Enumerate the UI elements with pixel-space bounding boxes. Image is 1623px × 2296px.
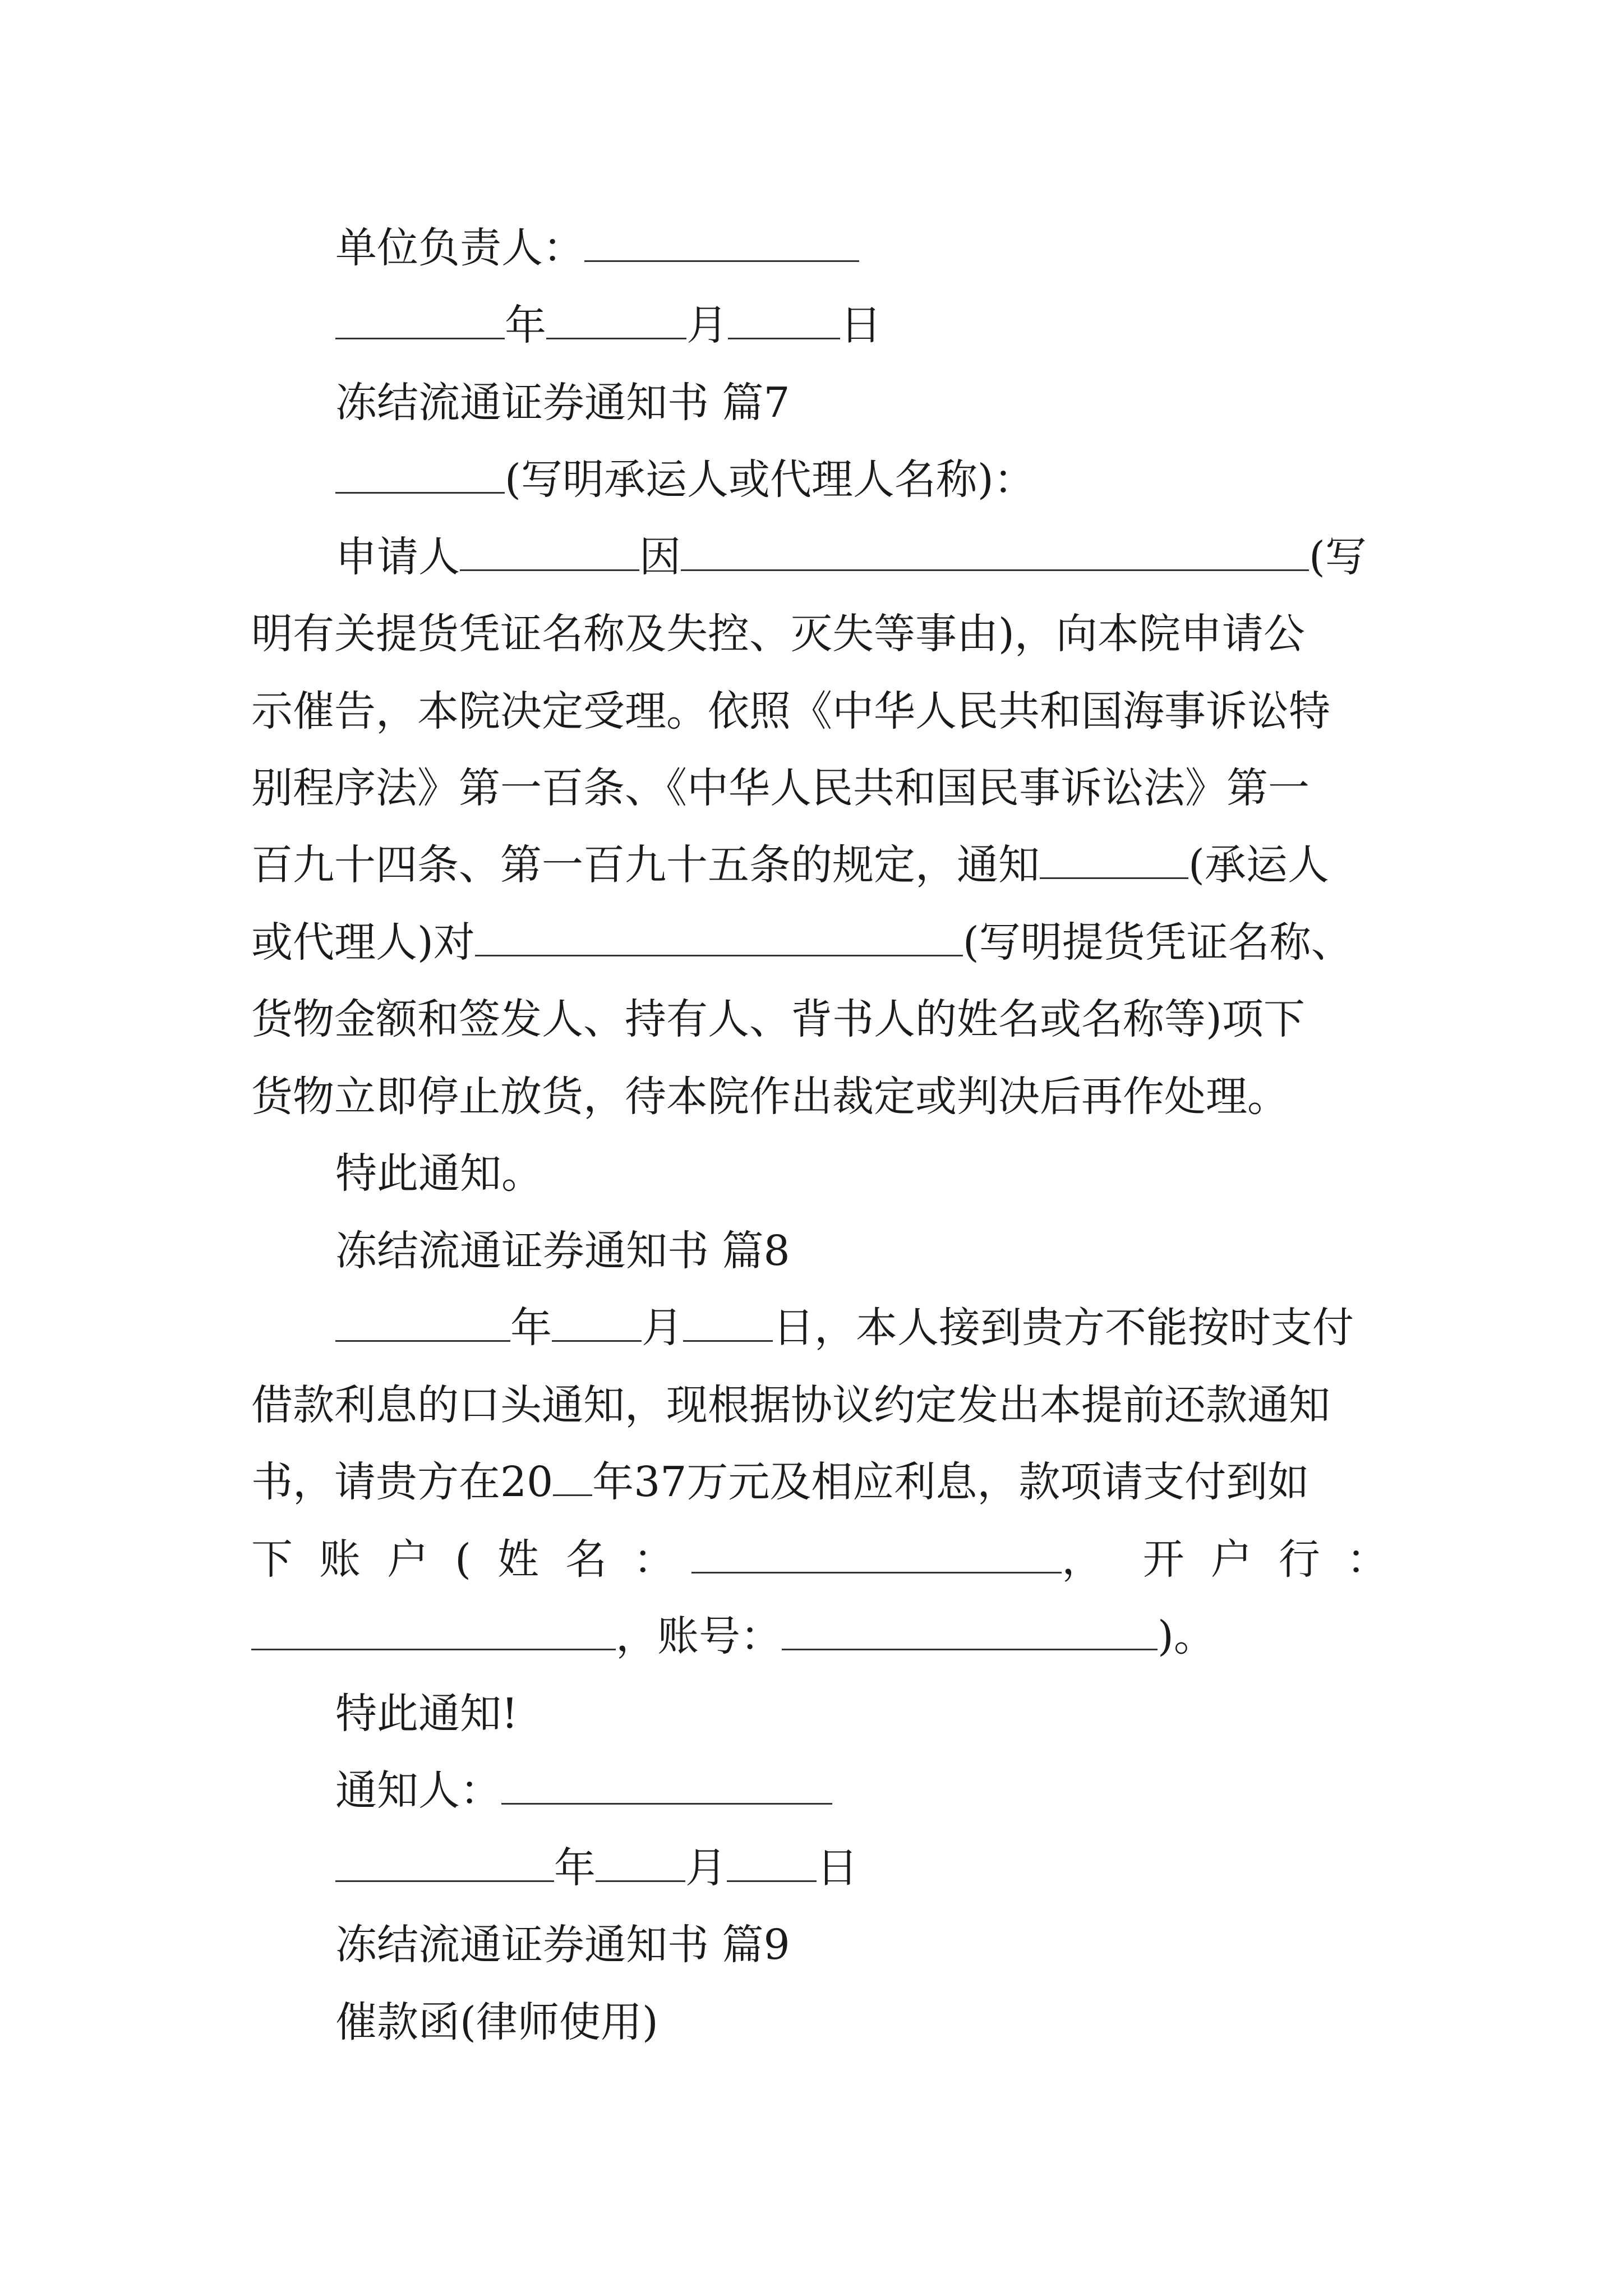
notifier-line <box>335 1763 832 1819</box>
s8-line5 <box>251 1608 1215 1664</box>
s8-line5-suffix: )。 <box>1158 1612 1215 1660</box>
s8-line4 <box>251 1531 1388 1588</box>
s8-line1-text: 日，本人接到贵方不能按时支付 <box>773 1304 1354 1352</box>
s7-line4: 别程序法》第一百条、《中华人民共和国民事诉讼法》第一 <box>251 764 1310 812</box>
unit-head-label: 单位负责人： <box>335 224 584 272</box>
because-label: 因 <box>639 533 681 581</box>
day-label: 日 <box>840 301 882 349</box>
s7-line5-suffix: (承运人 <box>1188 841 1329 889</box>
s8-date-day-blank <box>727 1846 817 1882</box>
section7-addressee <box>335 452 1035 508</box>
s8-date-month: 月 <box>685 1844 727 1892</box>
bank-label: ， 开 户 行 ： <box>1062 1535 1388 1584</box>
s7-line8: 货物立即停止放货，待本院作出裁定或判决后再作处理。 <box>251 1073 1289 1121</box>
header-date-line <box>335 297 882 353</box>
s8-date-year: 年 <box>554 1844 596 1892</box>
year-blank <box>335 303 505 339</box>
section9-subtitle: 催款函(律师使用) <box>335 1998 658 2046</box>
s7-line3: 示催告，本院决定受理。依照《中华人民共和国海事诉讼特 <box>251 687 1330 735</box>
bank-blank <box>251 1614 616 1650</box>
s8-month-blank <box>552 1305 642 1342</box>
s8-line4-text: 下 账 户 ( 姓 名 ： <box>251 1535 675 1584</box>
s8-line2: 借款利息的口头通知，现根据协议约定发出本提前还款通知 <box>251 1381 1330 1429</box>
account-blank <box>782 1614 1158 1650</box>
s7-line2: 明有关提货凭证名称及失控、灭失等事由)，向本院申请公 <box>251 610 1305 658</box>
s8-line3 <box>251 1454 1309 1510</box>
year-suffix-blank <box>553 1460 592 1496</box>
addressee-suffix: (写明承运人或代理人名称)： <box>505 455 1035 504</box>
day-blank <box>728 303 840 339</box>
s8-month-label: 月 <box>642 1304 683 1352</box>
s7-line6 <box>251 914 1353 970</box>
voucher-blank <box>475 920 963 956</box>
notifier-label: 通知人： <box>335 1766 501 1815</box>
s7-line5 <box>251 837 1329 893</box>
section8-closing: 特此通知! <box>335 1690 518 1738</box>
s8-year-label: 年 <box>510 1304 552 1352</box>
section7-title: 冻结流通证券通知书 篇7 <box>335 379 790 427</box>
s8-year-blank <box>335 1305 510 1342</box>
s8-date-month-blank <box>596 1846 685 1882</box>
s8-date-line <box>335 1840 858 1896</box>
s8-line1 <box>335 1300 1354 1356</box>
s7-line5-text: 百九十四条、第一百九十五条的规定，通知 <box>251 841 1040 889</box>
month-label: 月 <box>686 301 728 349</box>
addressee-blank <box>335 457 505 494</box>
month-blank <box>546 303 686 339</box>
account-label: ，账号： <box>616 1612 782 1660</box>
s7-line6-text: 或代理人)对 <box>251 918 475 967</box>
s8-date-day: 日 <box>817 1844 858 1892</box>
s8-line3-text: 书，请贵方在20 <box>251 1458 554 1506</box>
section9-title: 冻结流通证券通知书 篇9 <box>335 1921 790 1969</box>
section7-closing: 特此通知。 <box>335 1149 543 1198</box>
s8-line3-rest: 年37万元及相应利息，款项请支付到如 <box>592 1458 1310 1506</box>
unit-head-line <box>335 220 859 276</box>
notifier-blank <box>501 1768 832 1805</box>
s8-date-year-blank <box>335 1846 554 1882</box>
s7-line6-suffix: (写明提货凭证名称、 <box>962 918 1353 967</box>
write-label: (写 <box>1309 533 1367 581</box>
s8-day-blank <box>683 1305 773 1342</box>
year-label: 年 <box>505 301 546 349</box>
carrier-blank <box>1040 843 1188 879</box>
unit-head-blank <box>584 226 859 262</box>
reason-blank <box>681 535 1309 571</box>
section8-title: 冻结流通证券通知书 篇8 <box>335 1227 790 1275</box>
applicant-label: 申请人 <box>335 533 460 581</box>
applicant-blank <box>460 535 639 571</box>
s7-line7: 货物金额和签发人、持有人、背书人的姓名或名称等)项下 <box>251 995 1305 1043</box>
name-blank <box>691 1537 1062 1573</box>
s7-line1 <box>335 529 1367 585</box>
